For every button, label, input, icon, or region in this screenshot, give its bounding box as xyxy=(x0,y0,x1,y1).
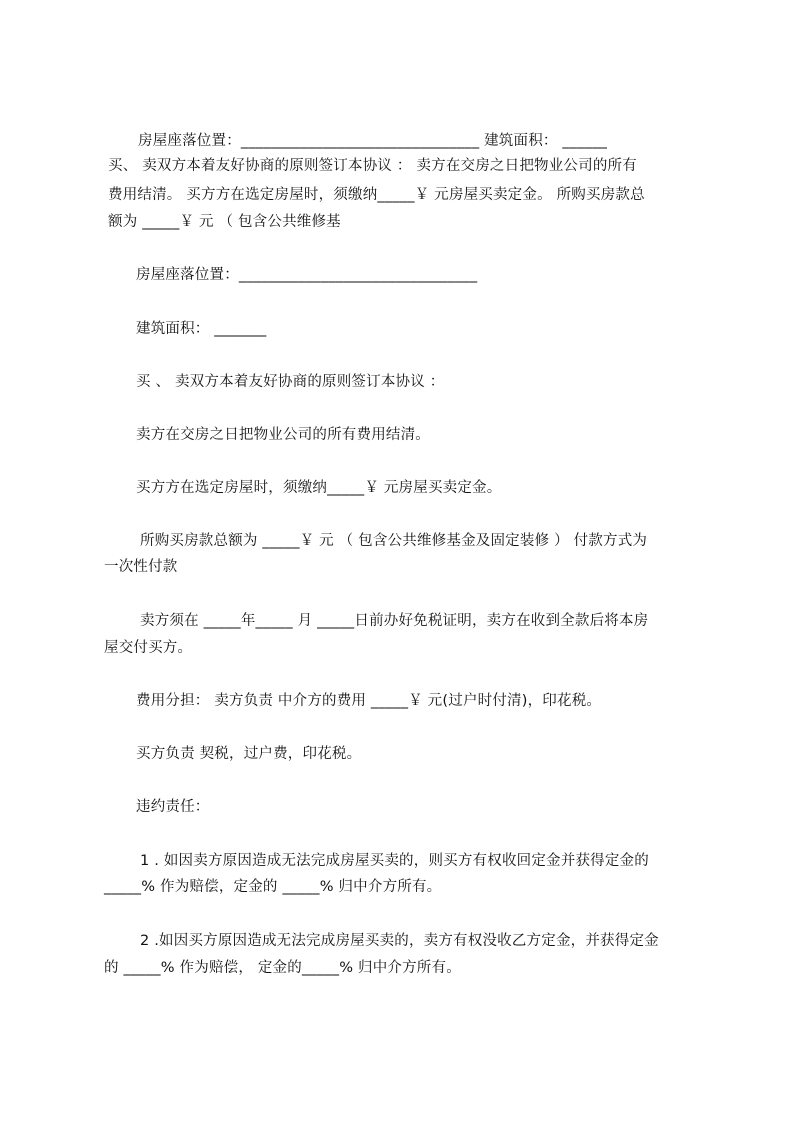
intro-paragraph: 买 、 卖双方本着友好协商的原则签订本协议 ： xyxy=(136,374,445,390)
clause-1-line-1: 1 . 如因卖方原因造成无法完成房屋买卖的，则买方有权收回定金并获得定金的 xyxy=(140,853,649,869)
tax-certificate-line-1: 卖方须在 _____年_____ 月 _____日前办好免税证明，卖方在收到全款后将本房 xyxy=(140,613,649,629)
fees-cleared-paragraph: 卖方在交房之日把物业公司的所有费用结清。 xyxy=(136,427,430,443)
clause-1-line-2: _____% 作为赔偿，定金的 _____% 归中介方所有。 xyxy=(104,879,442,895)
summary-line-3: 费用结清。 买方方在选定房屋时，须缴纳_____￥ 元房屋买卖定金。 所购买房款总 xyxy=(108,187,645,203)
buyer-fees-paragraph: 买方负责 契税，过户费，印花税。 xyxy=(136,746,362,762)
liability-heading: 违约责任： xyxy=(136,799,210,815)
deposit-paragraph: 买方方在选定房屋时，须缴纳_____￥ 元房屋买卖定金。 xyxy=(136,480,502,496)
payment-line-2: 一次性付款 xyxy=(104,559,178,575)
clause-2-line-2: 的 _____% 作为赔偿， 定金的_____% 归中介方所有。 xyxy=(104,960,461,976)
location-paragraph: 房屋座落位置：________________________________ xyxy=(136,267,478,283)
payment-line-1: 所购买房款总额为 _____￥ 元 （ 包含公共维修基金及固定装修 ） 付款方式为 xyxy=(140,533,648,549)
area-paragraph: 建筑面积： _______ xyxy=(136,321,267,337)
clause-2-line-1: 2 .如因买方原因造成无法完成房屋买卖的，卖方有权没收乙方定金，并获得定金 xyxy=(140,933,659,949)
tax-certificate-line-2: 屋交付买方。 xyxy=(104,640,193,656)
summary-line-1: 房屋座落位置：________________________________ 建筑面积： ______ xyxy=(138,133,608,149)
summary-line-2: 买、 卖双方本着友好协商的原则签订本协议 ： 卖方在交房之日把物业公司的所有 xyxy=(108,158,637,174)
fee-sharing-paragraph: 费用分担： 卖方负责 中介方的费用 _____￥ 元(过户时付清)，印花税。 xyxy=(136,693,602,709)
summary-line-4: 额为 _____￥ 元 （ 包含公共维修基 xyxy=(108,214,341,230)
